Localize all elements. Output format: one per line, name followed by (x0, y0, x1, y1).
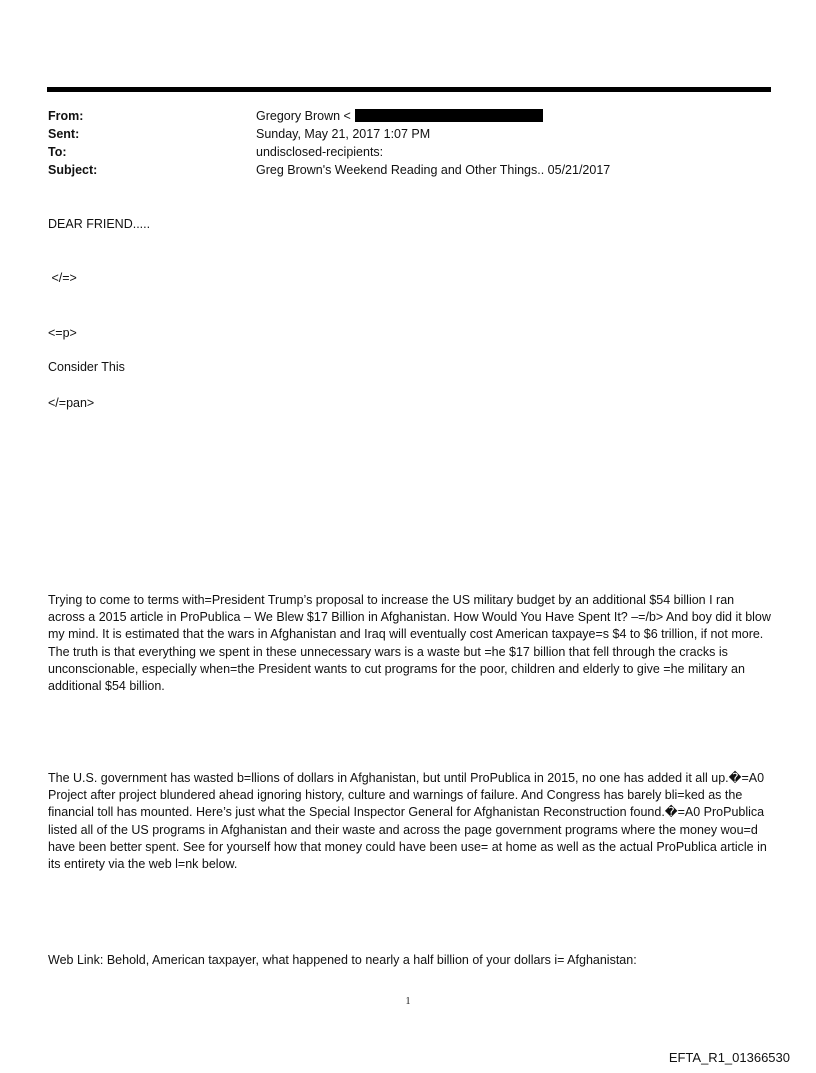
paragraph-2: The U.S. government has wasted b=llions of dollars in Afghanistan, but until ProPublica in 2015, no one has added it all up.�=A0 Project after project blundered ahead ignoring history, culture and warnings of failure. And Congress has barely bli=ked as the financial toll has mounted. Here’s just what the Special Inspector General for Afghanistan Reconstruction found.�=A0 ProPublica listed all of the US programs in Afghanistan and their waste and across the page government programs where the money wou=d have been better spent. See for yourself how that money could have been use= at home as well as the actual ProPublica article in its entirety via the web l=nk below. (48, 771, 767, 872)
markup-fragment-3: </=pan> (48, 396, 95, 410)
page-number: 1 (405, 996, 411, 1007)
sent-value: Sunday, May 21, 2017 1:07 PM (256, 127, 431, 141)
sent-label: Sent: (48, 127, 80, 141)
to-value: undisclosed-recipients: (256, 145, 384, 159)
document-id: EFTA_R1_01366530 (668, 1050, 790, 1065)
sender-name: Gregory Brown < (256, 109, 351, 123)
from-value (256, 108, 543, 125)
subject-label: Subject: (48, 163, 98, 177)
markup-fragment-1: </=> (48, 271, 77, 285)
subject-value: Greg Brown's Weekend Reading and Other Things.. 05/21/2017 (256, 163, 611, 177)
web-link-line: Web Link: Behold, American taxpayer, what happened to nearly a half billion of your dollars i= Afghanistan: (48, 953, 637, 967)
header-rule (47, 87, 771, 92)
from-label: From: (48, 109, 84, 123)
markup-fragment-2: <=p> (48, 326, 77, 340)
consider-this: Consider This (48, 360, 125, 374)
redaction-bar (355, 109, 543, 122)
paragraph-1: Trying to come to terms with=President Trump’s proposal to increase the US military budget by an additional $54 billion I ran across a 2015 article in ProPublica – We Blew $17 Billion in Afghanistan. How Would You Have Spent It? –=/b> And boy did it blow my mind. It is estimated that the wars in Afghanistan and Iraq will eventually cost American taxpaye=s $4 to $6 trillion, if not more. The truth is that everything we spent in these unnecessary wars is a waste but =he $17 billion that fell through the cracks is unconscionable, especially when=the President wants to cut programs for the poor, children and elderly to give =he military an additional $54 billion. (48, 593, 771, 694)
to-label: To: (48, 145, 67, 159)
greeting: DEAR FRIEND..... (48, 217, 151, 231)
